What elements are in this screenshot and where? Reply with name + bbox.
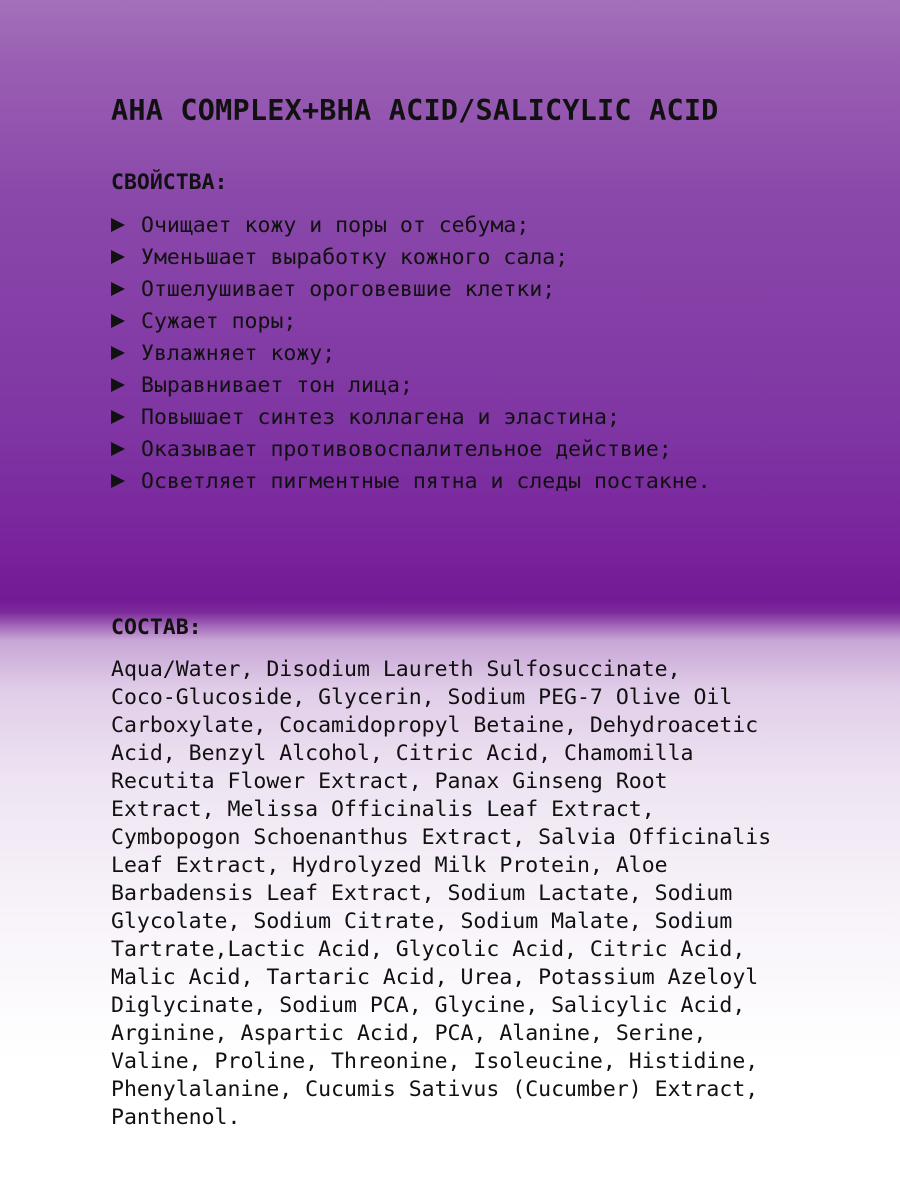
composition-line: Acid, Benzyl Alcohol, Citric Acid, Chamomilla [111,741,694,766]
property-text: Отшелушивает ороговевшие клетки; [141,277,556,302]
composition-line: Leaf Extract, Hydrolyzed Milk Protein, Aloe [111,853,668,878]
composition-line: Barbadensis Leaf Extract, Sodium Lactate, Sodium [111,881,733,906]
properties-heading: СВОЙСТВА: [111,170,228,195]
property-item [111,274,711,306]
composition-line: Recutita Flower Extract, Panax Ginseng Root [111,769,668,794]
arrow-bullet-icon [111,250,125,264]
property-text: Выравнивает тон лица; [141,373,413,398]
property-text: Уменьшает выработку кожного сала; [141,245,569,270]
arrow-bullet-icon [111,218,125,232]
composition-line: Glycolate, Sodium Citrate, Sodium Malate, Sodium [111,909,733,934]
composition-line: Valine, Proline, Threonine, Isoleucine, Histidine, [111,1049,759,1074]
arrow-bullet-icon [111,314,125,328]
composition-line: Phenylalanine, Cucumis Sativus (Cucumber) Extract, [111,1077,759,1102]
property-item [111,210,711,242]
composition-line: Malic Acid, Tartaric Acid, Urea, Potassium Azeloyl [111,965,759,990]
composition-line: Arginine, Aspartic Acid, PCA, Alanine, Serine, [111,1021,707,1046]
property-item [111,306,711,338]
composition-line: Panthenol. [111,1105,241,1130]
composition-line: Diglycinate, Sodium PCA, Glycine, Salicylic Acid, [111,993,746,1018]
property-item [111,434,711,466]
arrow-bullet-icon [111,442,125,456]
arrow-bullet-icon [111,346,125,360]
arrow-bullet-icon [111,474,125,488]
composition-line: Carboxylate, Cocamidopropyl Betaine, Dehydroacetic [111,713,759,738]
composition-line: Extract, Melissa Officinalis Leaf Extract, [111,797,655,822]
property-text: Увлажняет кожу; [141,341,336,366]
property-item [111,466,711,498]
product-title: AHA COMPLEX+BHA ACID/SALICYLIC ACID [111,94,719,127]
arrow-bullet-icon [111,378,125,392]
composition-line: Aqua/Water, Disodium Laureth Sulfosuccinate, [111,657,681,682]
composition-text [111,656,771,1132]
composition-heading: СОСТАВ: [111,615,202,640]
composition-line: Tartrate,Lactic Acid, Glycolic Acid, Citric Acid, [111,937,746,962]
property-item [111,402,711,434]
property-text: Сужает поры; [141,309,297,334]
arrow-bullet-icon [111,410,125,424]
property-text: Повышает синтез коллагена и эластина; [141,405,620,430]
property-text: Очищает кожу и поры от себума; [141,213,530,238]
properties-list [111,210,711,498]
composition-line: Coco-Glucoside, Glycerin, Sodium PEG-7 Olive Oil [111,685,733,710]
composition-line: Cymbopogon Schoenanthus Extract, Salvia Officinalis [111,825,772,850]
property-item [111,242,711,274]
arrow-bullet-icon [111,282,125,296]
property-item [111,338,711,370]
property-item [111,370,711,402]
property-text: Оказывает противовоспалительное действие; [141,437,672,462]
property-text: Осветляет пигментные пятна и следы постакне. [141,469,711,494]
